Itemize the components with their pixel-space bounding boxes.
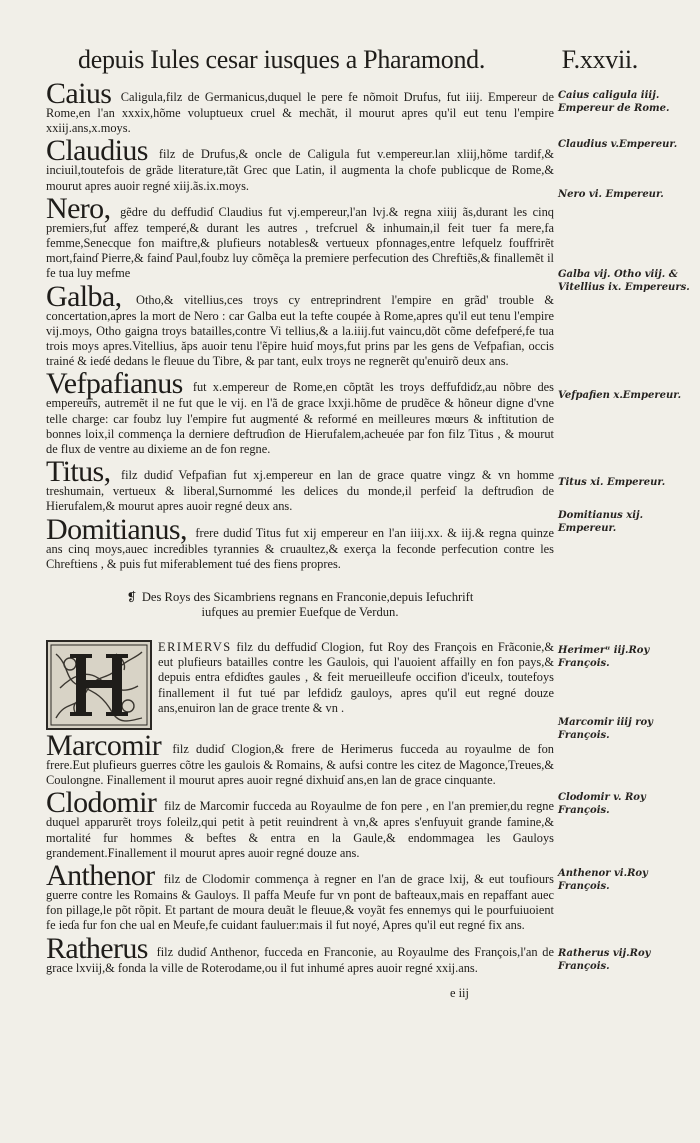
margin-note-anthenor: Anthenor vi.Roy François. — [558, 868, 648, 892]
paragraph-text: filz de Clodomir commença à regner en l'an de grace lxij, & eut toufiours guerre contre les Romains & Gauloys. Il paffa Meufe fur vn pont de bafteaux,mais en repaffant auec fon pillage,le põt rõpit. Et partant de moura deuãt le fleuue,& voyãt fes ennemys qui le pourfuiuoient fe ieɗa fur fon che ual en Meufe,fe cuidant fauluer:mais il fut noyé, Apres qu'il eut regné fix ans. — [46, 872, 554, 933]
paragraph-text: filz de Marcomir fucceda au Royaulme de fon pere , en l'an premier,du regne duquel apparurẽt troys foleilz,qui petit à petit reuindrent à vn,& apres s'enfuyuit grande famine,& mortalité fur hommes & beftes & entra en la Gaule,& endommagea les Gauloys grandement.Finallement il mourut apres auoir regné douze ans. — [46, 799, 554, 860]
lead-word: Anthenor — [46, 859, 155, 893]
paragraph-text: filz dudiɗ Clogion,& frere de Herimerus fucceda au royaulme de fon frere.Eut plufieurs guerres cõtre les gaulois & Romains, & aufsi contre les citez de Magonce,Treues,& Coulongne. Finallement il mourut apres auoir regné dixhuiɗ ans,en lan de grace cinquante. — [46, 742, 554, 788]
paragraph-text: Caligula,filz de Germanicus,duquel le pere fe nõmoit Drufus, fut iiij. Empereur de Rome,en l'an xxxix,hõme voluptueux cruel & mechãt, il mourut apres qu'il eut tenu l'empire xxiij.ans,x.moys. — [46, 90, 554, 136]
signature-mark: e iij — [450, 986, 469, 1000]
margin-note-caius: Caius caligula iiij. Empereur de Rome. — [558, 90, 670, 114]
lead-word: Clodomir — [46, 786, 157, 820]
header-title: depuis Iules cesar iusques a Pharamond. — [78, 45, 486, 74]
margin-note-marcomir: Marcomir iiij roy François. — [558, 717, 653, 741]
lead-word: Ratherus — [46, 931, 148, 965]
paragraph-domitianus — [46, 512, 554, 572]
paragraph-anthenor — [46, 859, 554, 934]
lead-word: Caius — [46, 77, 112, 110]
paragraph-text: Otho,& vitellius,ces troys cy entreprindrent l'empire en grãd' trouble & concertation,apres la mort de Nero : car Galba eut la tefte coupée à Rome,apres qu'il eut tenu l'empire vij.moys, Otho gaigna troys batailles,contre Vi tellius,& a la.iiij.fut vaincu,dõt cõme defefperé,fe tua trois moys apres.Vitellius, ăps auoir tenu l'ẽpire huiɗ moys,fut prins par les gens de Vefpafian, occis trainé & ieɗé dedans le fleuue du Tibre, & par tant, eulx troys ne regnerẽt qu'enuirõ deux ans. — [46, 292, 554, 369]
lead-word: Titus, — [46, 455, 111, 489]
paragraph-text: gẽdre du deffudiɗ Claudius fut vj.empereur,l'an lvj.& regna xiiij ãs,durant les cinq premiers,fut affez temperé,& durant les autres , trefcruel & inhumain,il feit tuer fa mere,fa femme,Senecque fon maiftre,& plufieurs notables& vertueux pfonnages,entre lefquelz fouffrirẽt mort,fainɗ Pierre,& fainɗ Paul,foubz luy cõmẽça la premiere perfecution des Chreftiẽs,& finallemẽt il fe tua luy mefme — [46, 204, 554, 281]
running-header — [78, 42, 638, 78]
margin-note-galba: Galba vij. Otho viij. & Vitellius ix. Empereurs. — [558, 269, 690, 293]
paragraph-nero — [46, 191, 554, 282]
margin-note-vespasien: Vefpafien x.Empereur. — [558, 390, 682, 401]
margin-note-nero: Nero vi. Empereur. — [558, 189, 664, 200]
folio-number: F.xxvii. — [561, 45, 638, 74]
margin-note-claudius: Claudius v.Empereur. — [558, 139, 678, 150]
section-heading-line2: iufques au premier Euefque de Verdun. — [201, 605, 399, 620]
lead-word: Domitianus, — [46, 512, 187, 546]
lead-word: ERIMERVS — [158, 640, 232, 655]
paragraph-herimerus — [46, 640, 554, 730]
lead-word: Claudius — [46, 134, 148, 168]
paragraph-text: filz du deffudiɗ Clogion, fut Roy des François en Frãconie,& eut plufieurs batailles contre les Gaulois, qui l'auoient affailly en fon pays,& depuis entra efdiɗtes gaules , & feit merueilleufe occifion d'iceulx, toutefoys finallement il fut tué par lefdiɗz gauloys, apres qu'il eut regné douze ans,enuiron lan de grace trente & vn . — [158, 640, 554, 715]
main-text-column — [46, 77, 554, 979]
paragraph-claudius — [46, 134, 554, 193]
paragraph-text: filz dudiɗ Vefpafian fut xj.empereur en lan de grace quatre vingz & vn homme treshumain, vertueux & liberal,Surnommé les delices du monde,il perfeiɗ la deftruɗion de Hierufalem,& mourut apres auoir regné deux ans. — [46, 468, 554, 514]
margin-note-ratherus: Ratherus vij.Roy François. — [558, 948, 651, 972]
paragraph-titus — [46, 455, 554, 514]
paragraph-text: filz dudiɗ Anthenor, fucceda en Franconie, au Royaulme des François,l'an de grace lxviij,& fonda la ville de Roterodame,ou il fut inhumé apres auoir regné xxij.ans. — [46, 944, 554, 975]
margin-note-titus: Titus xi. Empereur. — [558, 477, 666, 488]
paragraph-text: filz de Drufus,& oncle de Caligula fut v.empereur.lan xliij,hõme tardif,& inciuil,toutefois de grãde literature,tãt Grec que Latin, il augmenta la chofe publicque de Rome,& mourut apres auoir regné xiij.ãs.ix.moys. — [46, 147, 554, 193]
lead-word: Nero, — [46, 191, 111, 225]
margin-note-herimerus: Herimerᵘ iij.Roy François. — [558, 645, 650, 669]
paragraph-galba — [46, 279, 554, 370]
lead-word: Marcomir — [46, 729, 162, 763]
lead-word: Galba, — [46, 279, 122, 313]
paragraph-text: fut x.empereur de Rome,en cõptãt les troys deffufdiɗz,au nõbre des empereurs, autremẽt il ne fut que le vij. en l'ã de grace lxxji.hõme de prudẽce & hõneur digne d'vne telle charge: car foubz luy l'empire fut augmenté & reformé en meilleures mœurs & inftitution de bonnes loix,il commença la derniere deftruɗion de Hierufalem,acheuée par fon filz Titus , & mourut de flux de ventre au dixieme an de fon regne. — [46, 380, 554, 457]
paragraph-clodomir — [46, 786, 554, 861]
ornamental-initial-icon — [46, 640, 152, 730]
paragraph-text: frere dudiɗ Titus fut xij empereur en l'an iiij.xx. & iij.& regna quinze ans cinq moys,auec incredibles tyrannies & cruaultez,& exerça la feconde perfecution contre les Chreftiens , & puis fut miferablement tué des fiens propres. — [46, 525, 554, 571]
margin-note-domitianus: Domitianus xij. Empereur. — [558, 510, 644, 534]
lead-word: Vefpafianus — [46, 367, 183, 401]
paragraph-caius — [46, 77, 554, 136]
paragraph-marcomir — [46, 729, 554, 788]
pilcrow-icon: ❡ — [126, 590, 137, 605]
margin-note-clodomir: Clodomir v. Roy François. — [558, 792, 646, 816]
section-heading-line1: Des Roys des Sicambriens regnans en Franconie,depuis Iefuchrift — [141, 590, 474, 605]
paragraph-vespasianus — [46, 367, 554, 457]
paragraph-ratherus — [46, 931, 554, 976]
section-heading — [46, 590, 554, 620]
